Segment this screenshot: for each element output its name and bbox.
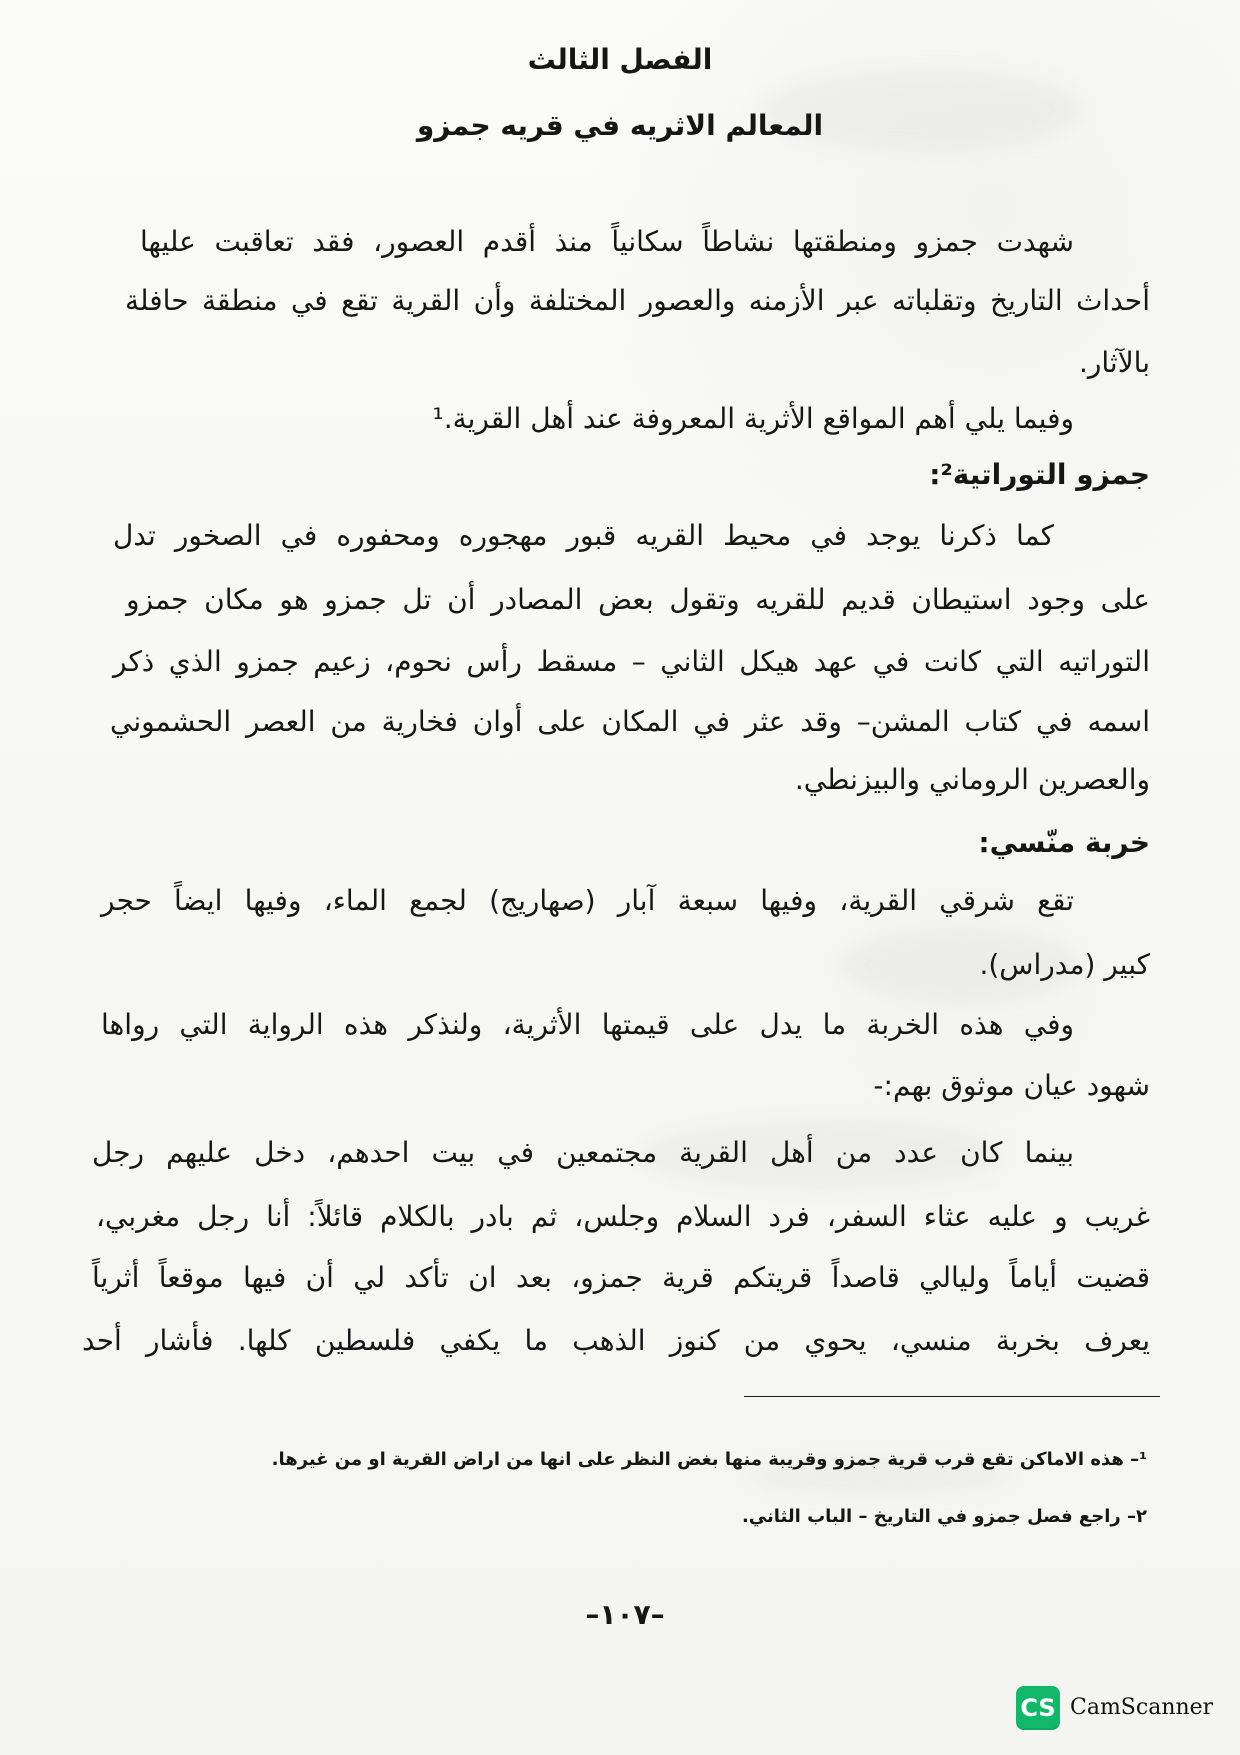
paragraph-line: وفيما يلي أهم المواقع الأثرية المعروفة عند أهل القرية.¹ (432, 402, 1074, 435)
footnote-divider (744, 1396, 1160, 1397)
paragraph-line: كبير (مدراس). (979, 948, 1150, 981)
paragraph-line: تقع شرقي القرية، وفيها سبعة آبار (صهاريج) لجمع الماء، وفيها ايضاً حجر (101, 884, 1074, 917)
paragraph-line: والعصرين الروماني والبيزنطي. (794, 763, 1150, 796)
section-heading: خربة منّسي: (978, 826, 1150, 859)
paragraph-line: بالآثار. (1078, 346, 1150, 379)
scanner-watermark (1016, 1686, 1213, 1730)
footnote-1: ¹– هذه الاماكن تقع قرب قرية جمزو وقريبة منها بغض النظر على انها من اراض القرية او من غيرها. (271, 1449, 1147, 1470)
paragraph-line: قضيت أياماً وليالي قاصداً قريتكم قرية جمزو، بعد ان تأكد لي أن فيها موقعاً أثرياً (92, 1261, 1150, 1294)
paragraph-line: شهود عيان موثوق بهم:- (873, 1069, 1150, 1102)
paragraph-line: يعرف بخربة منسي، يحوي من كنوز الذهب ما يكفي فلسطين كلها. فأشار أحد (82, 1324, 1150, 1357)
paragraph-line: غريب و عليه عثاء السفر، فرد السلام وجلس، ثم بادر بالكلام قائلاً: أنا رجل مغربي، (96, 1200, 1150, 1233)
chapter-title: الفصل الثالث (527, 43, 713, 76)
paragraph-line: شهدت جمزو ومنطقتها نشاطاً سكانياً منذ أقدم العصور، فقد تعاقبت عليها (140, 225, 1074, 258)
camscanner-logo-icon: CS (1016, 1686, 1060, 1730)
paragraph-line: التوراتيه التي كانت في عهد هيكل الثاني – مسقط رأس نحوم، زعيم جمزو الذي ذكر (113, 645, 1150, 678)
paragraph-line: اسمه في كتاب المشن– وقد عثر في المكان على أوان فخارية من العصر الحشموني (110, 705, 1150, 738)
footnote-2: ٢– راجع فصل جمزو في التاريخ – الباب الثاني. (741, 1506, 1147, 1527)
page-number: –١٠٧– (585, 1598, 665, 1631)
camscanner-text: CamScanner (1070, 1695, 1214, 1720)
page-subtitle: المعالم الاثريه في قريه جمزو (416, 109, 824, 142)
paragraph-line: وفي هذه الخربة ما يدل على قيمتها الأثرية، ولنذكر هذه الرواية التي رواها (101, 1008, 1074, 1041)
paragraph-line: بينما كان عدد من أهل القرية مجتمعين في بيت احدهم، دخل عليهم رجل (92, 1136, 1074, 1169)
paragraph-line: أحداث التاريخ وتقلباته عبر الأزمنه والعصور المختلفة وأن القرية تقع في منطقة حافلة (125, 284, 1150, 317)
paragraph-line: على وجود استيطان قديم للقريه وتقول بعض المصادر أن تل جمزو هو مكان جمزو (126, 583, 1150, 616)
section-heading: جمزو التوراتية²: (929, 458, 1150, 491)
paragraph-line: كما ذكرنا يوجد في محيط القريه قبور مهجوره ومحفوره في الصخور تدل (113, 519, 1054, 552)
